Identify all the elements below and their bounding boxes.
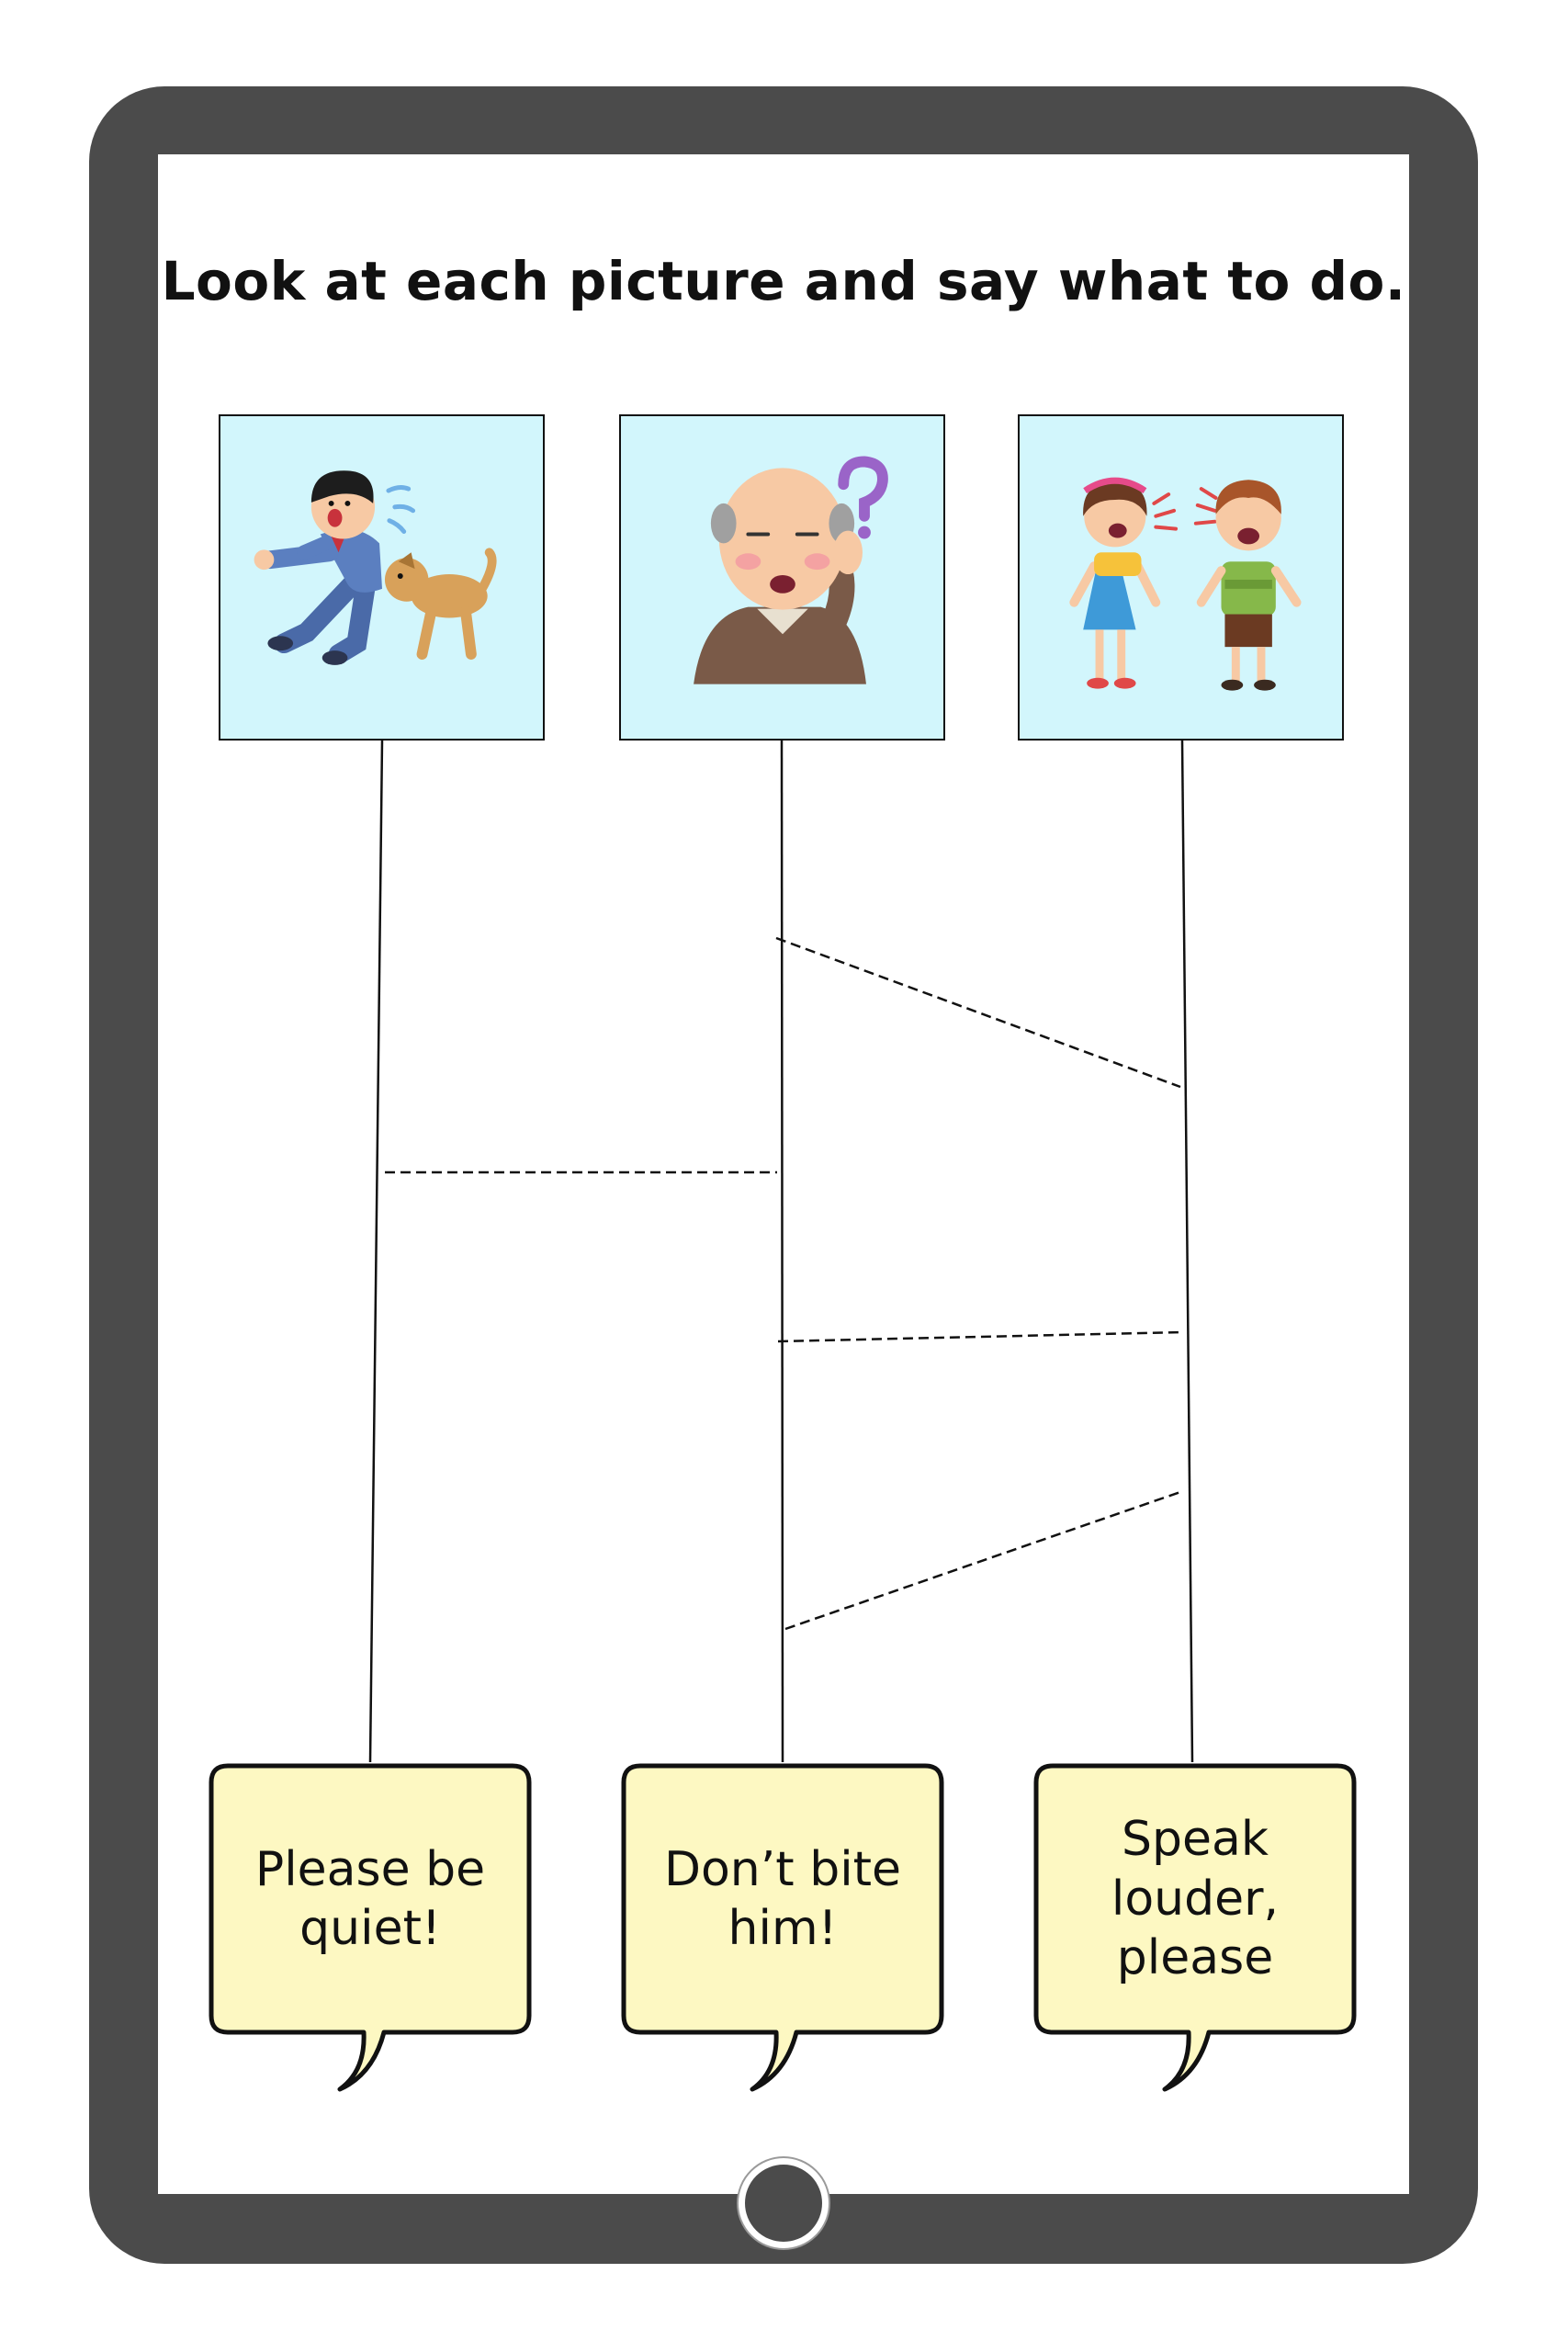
vertical-line-2 (782, 741, 783, 1762)
dashed-rung-3 (778, 1332, 1181, 1341)
vertical-line-1 (370, 741, 382, 1762)
dashed-rung-1 (776, 938, 1180, 1087)
dashed-rung-4 (785, 1492, 1180, 1629)
speech-bubble-2[interactable] (620, 1762, 945, 2093)
vertical-line-3 (1182, 741, 1192, 1762)
speech-bubble-1[interactable] (208, 1762, 533, 2093)
bubble-text-3: Speak louder, please (1111, 1812, 1280, 1986)
speech-bubble-3[interactable] (1032, 1762, 1358, 2093)
bubble-text-1: Please be quiet! (254, 1841, 486, 1956)
bubble-text-2: Don’t bite him! (663, 1841, 902, 1956)
instruction-title: Look at each picture and say what to do. (161, 250, 1406, 312)
